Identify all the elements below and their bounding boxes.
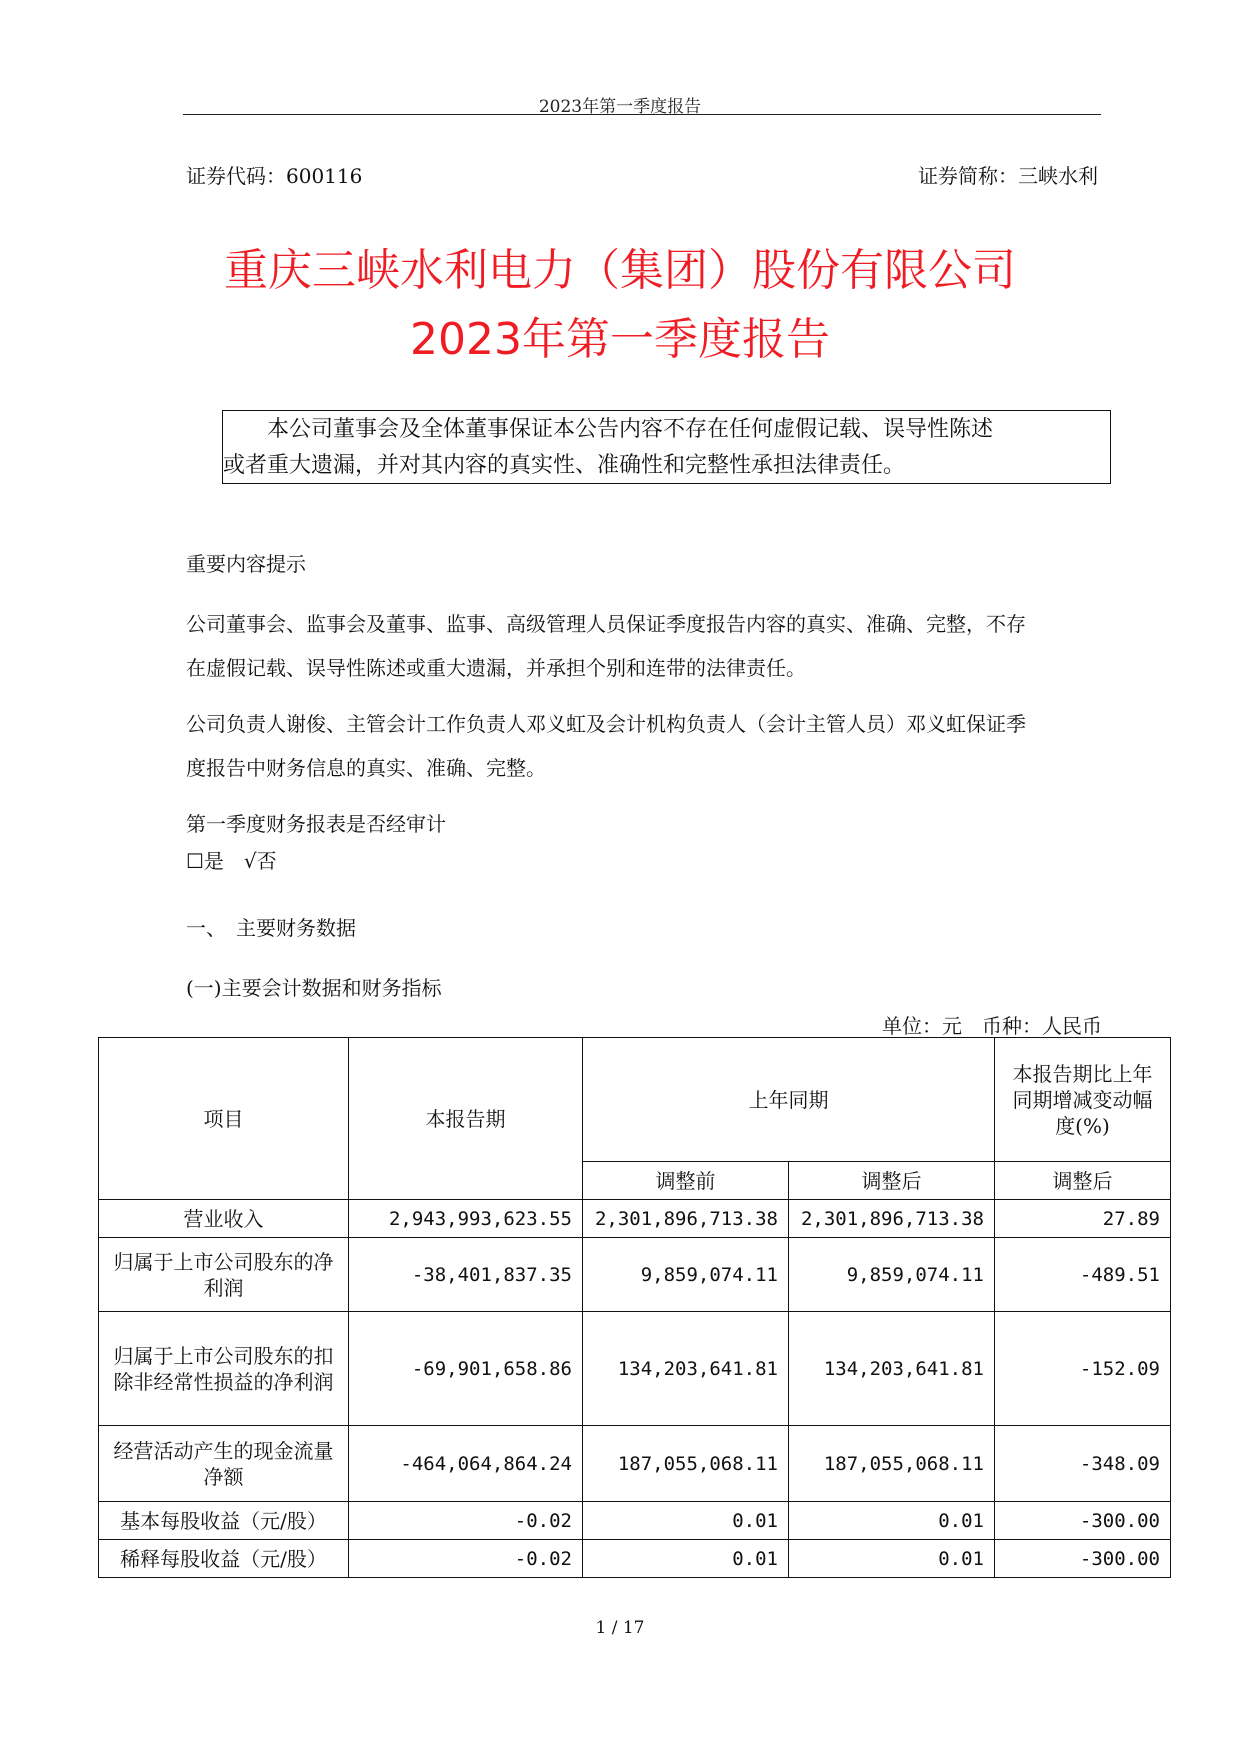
important-para2-line2: 度报告中财务信息的真实、准确、完整。 [186, 756, 546, 780]
header-prior-period: 上年同期 [583, 1038, 995, 1162]
row-change: -348.09 [995, 1426, 1171, 1502]
table-row [99, 1200, 1171, 1238]
table-row [99, 1540, 1171, 1578]
row-change: -152.09 [995, 1312, 1171, 1426]
board-notice-box [222, 410, 1111, 484]
security-code: 证券代码：600116 [186, 164, 363, 188]
header-change-pct: 本报告期比上年同期增减变动幅度(%) [995, 1038, 1171, 1162]
row-item: 稀释每股收益（元/股） [99, 1540, 349, 1578]
table-header-row [99, 1038, 1171, 1162]
row-prior-before: 187,055,068.11 [583, 1426, 789, 1502]
row-prior-after: 134,203,641.81 [789, 1312, 995, 1426]
row-prior-after: 2,301,896,713.38 [789, 1200, 995, 1238]
important-para1-line1: 公司董事会、监事会及董事、监事、高级管理人员保证季度报告内容的真实、准确、完整，不存 [186, 612, 1026, 636]
row-current: -464,064,864.24 [349, 1426, 583, 1502]
row-prior-before: 0.01 [583, 1540, 789, 1578]
running-header: 2023年第一季度报告 [538, 97, 702, 117]
row-current: -69,901,658.86 [349, 1312, 583, 1426]
important-para1-line2: 在虚假记载、误导性陈述或重大遗漏，并承担个别和连带的法律责任。 [186, 656, 806, 680]
section-heading-financial-data: 一、 主要财务数据 [186, 916, 356, 940]
row-prior-after: 9,859,074.11 [789, 1238, 995, 1312]
row-prior-before: 9,859,074.11 [583, 1238, 789, 1312]
table-row [99, 1426, 1171, 1502]
table-row [99, 1238, 1171, 1312]
report-title-period: 2023年第一季度报告 [410, 314, 830, 365]
header-after-adjustment: 调整后 [789, 1162, 995, 1200]
row-prior-before: 0.01 [583, 1502, 789, 1540]
subsection-heading-indicators: (一)主要会计数据和财务指标 [186, 976, 442, 1000]
notice-line-2: 或者重大遗漏，并对其内容的真实性、准确性和完整性承担法律责任。 [223, 453, 906, 478]
row-change: 27.89 [995, 1200, 1171, 1238]
row-prior-after: 187,055,068.11 [789, 1426, 995, 1502]
row-current: -0.02 [349, 1502, 583, 1540]
table-row [99, 1502, 1171, 1540]
financial-indicators-table [98, 1037, 1171, 1578]
unit-currency-line: 单位：元 币种：人民币 [882, 1014, 1102, 1038]
row-current: -0.02 [349, 1540, 583, 1578]
row-prior-before: 2,301,896,713.38 [583, 1200, 789, 1238]
row-item: 营业收入 [99, 1200, 349, 1238]
audit-question: 第一季度财务报表是否经审计 [186, 812, 446, 836]
table-row [99, 1312, 1171, 1426]
row-item: 基本每股收益（元/股） [99, 1502, 349, 1540]
row-change: -300.00 [995, 1502, 1171, 1540]
header-rule [183, 114, 1101, 115]
row-prior-after: 0.01 [789, 1502, 995, 1540]
header-current-period: 本报告期 [349, 1038, 583, 1200]
report-title-company: 重庆三峡水利电力（集团）股份有限公司 [224, 245, 1016, 296]
row-change: -300.00 [995, 1540, 1171, 1578]
row-item: 归属于上市公司股东的扣除非经常性损益的净利润 [99, 1312, 349, 1426]
row-current: -38,401,837.35 [349, 1238, 583, 1312]
header-change-after-adjustment: 调整后 [995, 1162, 1171, 1200]
header-item: 项目 [99, 1038, 349, 1200]
row-change: -489.51 [995, 1238, 1171, 1312]
row-item: 经营活动产生的现金流量净额 [99, 1426, 349, 1502]
row-prior-before: 134,203,641.81 [583, 1312, 789, 1426]
row-item: 归属于上市公司股东的净利润 [99, 1238, 349, 1312]
security-short-name: 证券简称：三峡水利 [918, 164, 1098, 188]
audit-answer: ☐是 √否 [186, 849, 277, 873]
header-before-adjustment: 调整前 [583, 1162, 789, 1200]
row-current: 2,943,993,623.55 [349, 1200, 583, 1238]
row-prior-after: 0.01 [789, 1540, 995, 1578]
page-number: 1 / 17 [595, 1618, 645, 1638]
notice-line-1: 本公司董事会及全体董事保证本公告内容不存在任何虚假记载、误导性陈述 [223, 417, 994, 442]
important-para2-line1: 公司负责人谢俊、主管会计工作负责人邓义虹及会计机构负责人（会计主管人员）邓义虹保证季 [186, 712, 1026, 736]
important-heading: 重要内容提示 [186, 552, 306, 576]
